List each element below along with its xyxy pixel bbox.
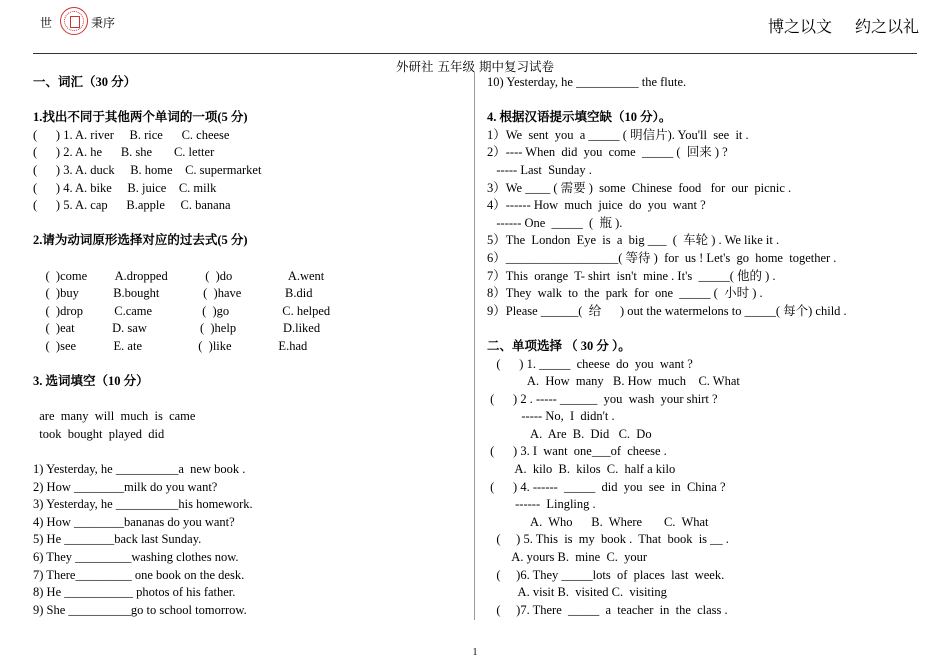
text-line xyxy=(487,92,927,110)
text-line: 3）We ____ ( 需要 ) some Chinese food for our picnic . xyxy=(487,180,792,195)
text-line: ( ) 2 . ----- ______ you wash your shirt ? xyxy=(487,391,718,406)
text-line: 2) How ________milk do you want? xyxy=(33,479,218,494)
text-line: 4）------ How much juice do you want ? xyxy=(487,198,706,213)
text-line: ----- No, I didn't . xyxy=(487,409,615,424)
text-line xyxy=(33,391,468,409)
section-heading: 2.请为动词原形选择对应的过去式(5 分) xyxy=(33,233,248,248)
text-line: A. Who B. Where C. What xyxy=(487,514,709,529)
text-line: 3) Yesterday, he __________his homework. xyxy=(33,497,253,512)
text-line: ( ) 3. A. duck B. home C. supermarket xyxy=(33,162,262,177)
text-line: 6）__________________( 等待 ) for us ! Let's go home together . xyxy=(487,250,837,265)
text-line: A. Are B. Did C. Do xyxy=(487,426,652,441)
text-line xyxy=(33,250,468,268)
text-line: ( )7. There _____ a teacher in the class . xyxy=(487,602,728,617)
text-line: 4) How ________bananas do you want? xyxy=(33,514,235,529)
text-line: ( ) 3. I want one___of cheese . xyxy=(487,444,667,459)
left-column xyxy=(33,74,468,619)
document-title: 外研社 五年级 期中复习试卷 xyxy=(396,59,554,74)
text-line: 1) Yesterday, he __________a new book . xyxy=(33,462,246,477)
text-line: ----- Last Sunday . xyxy=(487,162,592,177)
text-line xyxy=(33,356,468,374)
motto-2: 约之以礼 xyxy=(855,17,920,36)
text-line: ( )buy B.bought ( )have B.did xyxy=(33,286,313,301)
text-line xyxy=(33,443,468,461)
text-line: 7) There_________ one book on the desk. xyxy=(33,567,245,582)
text-line: 1）We sent you a _____ ( 明信片). You'll see it . xyxy=(487,127,749,142)
header-divider xyxy=(33,53,917,54)
text-line: 5) He ________back last Sunday. xyxy=(33,532,202,547)
text-line: 2）---- When did you come _____ ( 回来 ) ? xyxy=(487,145,728,160)
text-line xyxy=(487,320,927,338)
seal-stamp-icon xyxy=(60,7,88,35)
text-line: 7）This orange T- shirt isn't mine . It's _____( 他的 ) . xyxy=(487,268,776,283)
school-logo xyxy=(40,12,150,44)
text-line: ( ) 2. A. he B. she C. letter xyxy=(33,145,215,160)
section-heading: 1.找出不同于其他两个单词的一项(5 分) xyxy=(33,110,248,125)
text-line: ( ) 1. _____ cheese do you want ? xyxy=(487,356,693,371)
text-line: ( )eat D. saw ( )help D.liked xyxy=(33,321,321,336)
text-line: ( )6. They _____lots of places last week. xyxy=(487,567,725,582)
section-heading: 3. 选词填空（10 分） xyxy=(33,374,149,389)
logo-text-right: 秉序 xyxy=(91,16,116,30)
text-line: 9）Please ______( 给 ) out the watermelons to _____( 每个) child . xyxy=(487,303,847,318)
text-line: ( )drop C.came ( )go C. helped xyxy=(33,303,331,318)
column-divider xyxy=(474,72,475,620)
text-line xyxy=(33,215,468,233)
text-line: 9) She __________go to school tomorrow. xyxy=(33,602,247,617)
text-line: A. kilo B. kilos C. half a kilo xyxy=(487,462,676,477)
right-column xyxy=(487,74,927,619)
page-number: 1 xyxy=(472,647,478,658)
text-line: ( ) 1. A. river B. rice C. cheese xyxy=(33,127,230,142)
text-line: 8) He ___________ photos of his father. xyxy=(33,585,236,600)
motto-1: 博之以文 xyxy=(768,17,833,36)
text-line: are many will much is came xyxy=(33,409,196,424)
section-heading: 一、词汇（30 分） xyxy=(33,75,137,89)
text-line: 10) Yesterday, he __________ the flute. xyxy=(487,75,687,89)
text-line: 5）The London Eye is a big ___ ( 车轮 ) . We like it . xyxy=(487,233,780,248)
logo-text-left: 世 xyxy=(40,16,53,30)
text-line: ( )see E. ate ( )like E.had xyxy=(33,338,308,353)
text-line: 6) They _________washing clothes now. xyxy=(33,550,239,565)
section-heading: 二、单项选择 （ 30 分 ）。 xyxy=(487,338,631,353)
text-line: ( ) 5. A. cap B.apple C. banana xyxy=(33,198,231,213)
text-line: ( ) 4. ------ _____ did you see in China ? xyxy=(487,479,726,494)
text-line: ( )come A.dropped ( )do A.went xyxy=(33,268,325,283)
text-line xyxy=(33,92,468,110)
text-line: 8）They walk to the park for one _____ ( 小时 ) . xyxy=(487,286,763,301)
text-line: ------ One _____ ( 瓶 ). xyxy=(487,215,623,230)
text-line: took bought played did xyxy=(33,426,165,441)
text-line: ------ Lingling . xyxy=(487,497,596,512)
text-line: A. How many B. How much C. What xyxy=(487,374,740,389)
text-line: ( ) 4. A. bike B. juice C. milk xyxy=(33,180,217,195)
section-heading: 4. 根据汉语提示填空缺（10 分）。 xyxy=(487,110,672,125)
text-line: A. yours B. mine C. your xyxy=(487,550,648,565)
text-line: ( ) 5. This is my book . That book is __ . xyxy=(487,532,729,547)
text-line: A. visit B. visited C. visiting xyxy=(487,585,667,600)
